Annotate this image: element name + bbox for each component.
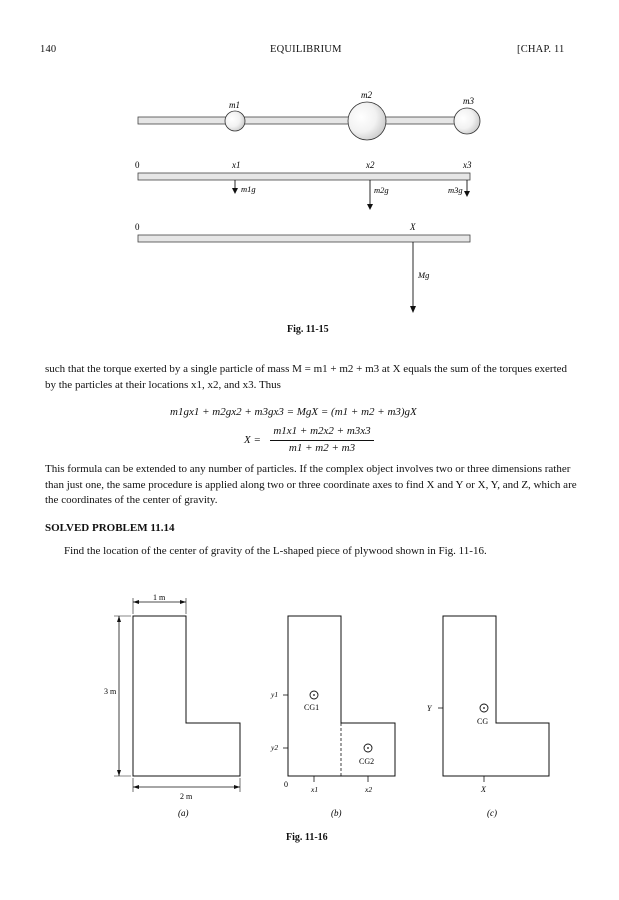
chapter-ref: [CHAP. 11 <box>517 44 565 55</box>
cg1-label: CG1 <box>304 703 320 712</box>
x2-label-b: x2 <box>365 785 373 794</box>
problem-heading: SOLVED PROBLEM 11.14 <box>45 522 175 534</box>
x2-label: x2 <box>366 160 375 170</box>
force-arrow-3-head <box>464 191 470 197</box>
l-shape-b <box>288 616 395 776</box>
Y-label: Y <box>427 704 432 713</box>
origin-label-b: 0 <box>284 780 288 789</box>
force-arrow-2-head <box>367 204 373 210</box>
x3-label: x3 <box>463 160 472 170</box>
force-1-label: m1g <box>241 184 256 194</box>
force-2-label: m2g <box>374 185 389 195</box>
l-shape-c <box>443 616 549 776</box>
origin-label-rod2: 0 <box>135 160 140 170</box>
cg2-label: CG2 <box>359 757 375 766</box>
chapter-title: EQUILIBRIUM <box>270 44 342 55</box>
mass-2-sphere <box>348 102 386 140</box>
total-force-arrow-head <box>410 306 416 313</box>
rod-1 <box>138 117 470 124</box>
origin-label-rod3: 0 <box>135 222 140 232</box>
figure-11-16 <box>0 580 619 830</box>
x1-label: x1 <box>232 160 241 170</box>
dim-top-label: 1 m <box>153 593 166 602</box>
fig-11-15-caption: Fig. 11-15 <box>287 324 329 335</box>
rod-2 <box>138 173 470 180</box>
y1-label: y1 <box>271 690 279 699</box>
panel-label-c: (c) <box>487 808 497 818</box>
y2-label: y2 <box>271 743 279 752</box>
X-label: X <box>481 785 486 794</box>
dim-side-label: 3 m <box>104 687 117 696</box>
cg-label: CG <box>477 717 489 726</box>
mass-3-sphere <box>454 108 480 134</box>
mass-3-label: m3 <box>463 96 474 106</box>
page-number: 140 <box>40 44 57 55</box>
panel-label-b: (b) <box>331 808 342 818</box>
mass-1-label: m1 <box>229 100 240 110</box>
mass-2-label: m2 <box>361 90 372 100</box>
equation-2-lhs: X = <box>244 434 261 446</box>
equation-1: m1gx1 + m2gx2 + m3gx3 = MgX = (m1 + m2 + m3)gX <box>170 406 417 418</box>
force-3-label: m3g <box>448 185 463 195</box>
problem-statement: Find the location of the center of gravity of the L-shaped piece of plywood shown in Fig. 11-16. <box>64 545 487 557</box>
equation-2-denominator: m1 + m2 + m3 <box>288 442 356 454</box>
total-force-label: Mg <box>418 270 430 280</box>
mass-1-sphere <box>225 111 245 131</box>
dim-bottom-label: 2 m <box>180 792 193 801</box>
figure-11-15 <box>0 0 619 340</box>
rod-3 <box>138 235 470 242</box>
paragraph-extension: This formula can be extended to any number of particles. If the complex object involves two or three dimensions rather than just one, the same procedure is applied along two or three coordinate axes to find X and Y or X, Y, and Z, which are the coordinates of the center of gravity. <box>45 463 577 506</box>
center-x-label: X <box>410 222 416 232</box>
force-arrow-1-head <box>232 188 238 194</box>
panel-label-a: (a) <box>178 808 189 818</box>
equation-2-numerator: m1x1 + m2x2 + m3x3 <box>270 424 374 441</box>
l-shape-a <box>133 616 240 776</box>
fig-11-16-caption: Fig. 11-16 <box>286 832 328 843</box>
paragraph-torque: such that the torque exerted by a single particle of mass M = m1 + m2 + m3 at X equals the sum of the torques exerted by the particles at their locations x1, x2, and x3. Thus <box>45 363 568 391</box>
x1-label-b: x1 <box>311 785 319 794</box>
